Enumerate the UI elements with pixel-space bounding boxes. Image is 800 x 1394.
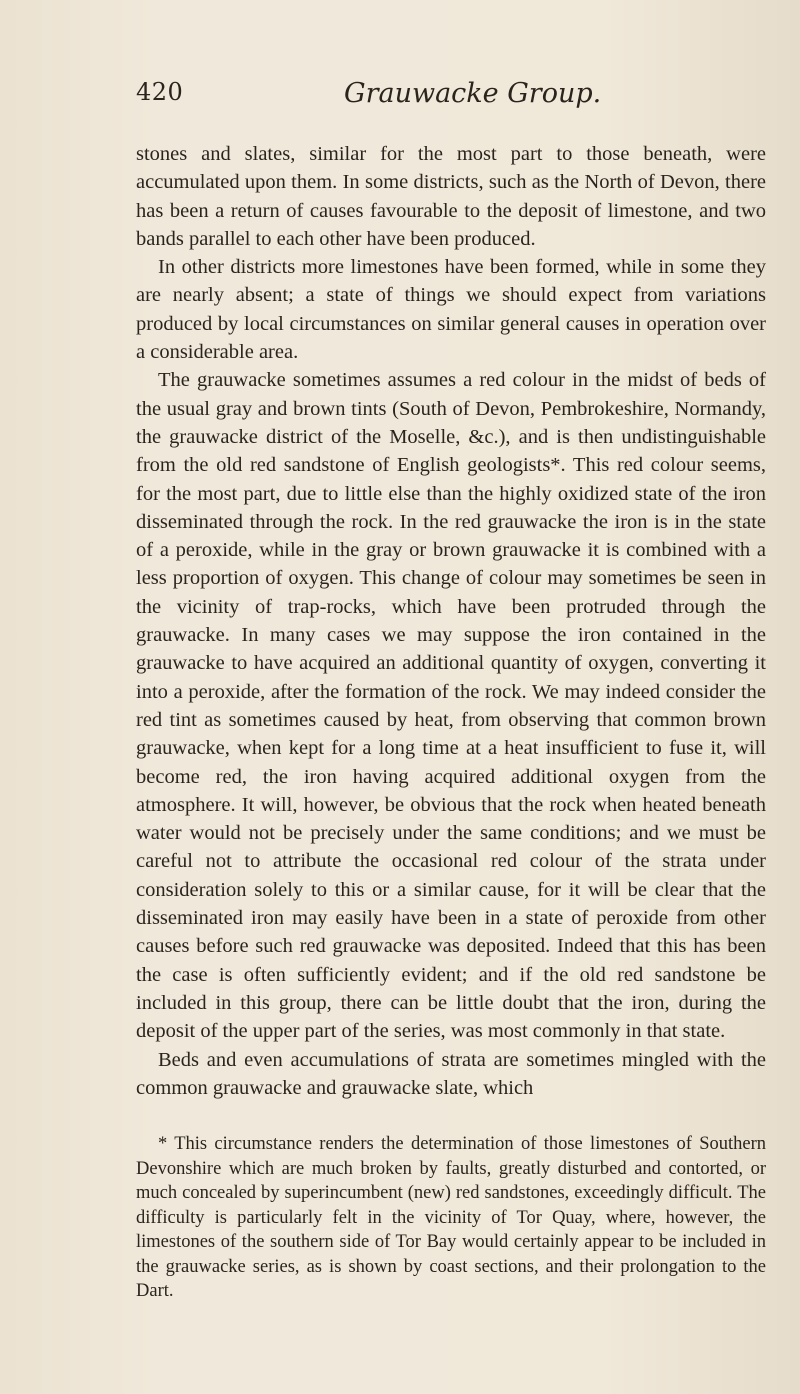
paragraph: Beds and even accumulations of strata are sometimes mingled with the common grauwacke and grauwacke slate, which [136,1048,766,1099]
running-head: Grauwacke Group. [344,78,602,109]
page-number: 420 [136,78,184,106]
body-text [136,140,766,1102]
paragraph: stones and slates, similar for the most part to those beneath, were accumulated upon them. In some districts, such as the North of Devon, there has been a return of causes favourable to the deposit of limestone, and two bands parallel to each other have been produced. [136,143,766,250]
paragraph: The grauwacke sometimes assumes a red colour in the midst of beds of the usual gray and brown tints (South of Devon, Pembrokeshire, Normandy, the grauwacke district of the Moselle, &c.), and is then undistinguishable from the old red sandstone of English geologists*. This red colour seems, for the most part, due to little else than the highly oxidized state of the iron disseminated through the rock. In the red grauwacke the iron is in the state of a peroxide, while in the gray or brown grauwacke it is combined with a less proportion of oxygen. This change of colour may sometimes be seen in the vicinity of trap-rocks, which have been protruded through the grauwacke. In many cases we may suppose the iron contained in the grauwacke to have acquired an additional quantity of oxygen, converting it into a peroxide, after the formation of the rock. We may indeed consider the red tint as sometimes caused by heat, from observing that common brown grauwacke, when kept for a long time at a heat insufficient to fuse it, will become red, the iron having acquired additional oxygen from the atmosphere. It will, however, be obvious that the rock when heated beneath water would not be precisely under the same conditions; and we must be careful not to attribute the occasional red colour of the strata under consideration solely to this or a similar cause, for it will be clear that the disseminated iron may easily have been in a state of peroxide from other causes before such red grauwacke was deposited. Indeed that this has been the case is often sufficiently evident; and if the old red sandstone be included in this group, there can be little doubt that the iron, during the deposit of the upper part of the series, was most commonly in that state. [136,369,766,1043]
footnote: * This circumstance renders the determination of those limestones of Southern Devonshire which are much broken by faults, greatly disturbed and contorted, or much concealed by superincumbent (new) red sandstones, exceedingly difficult. The difficulty is particularly felt in the vicinity of Tor Quay, where, however, the limestones of the southern side of Tor Bay would certainly appear to be included in the grauwacke series, as is shown by coast sections, and their prolongation to the Dart. [136,1134,766,1301]
paragraph: In other districts more limestones have been formed, while in some they are nearly absent; a state of things we should expect from variations produced by local circumstances on similar general causes in operation over a considerable area. [136,256,766,364]
page-header [136,78,756,118]
